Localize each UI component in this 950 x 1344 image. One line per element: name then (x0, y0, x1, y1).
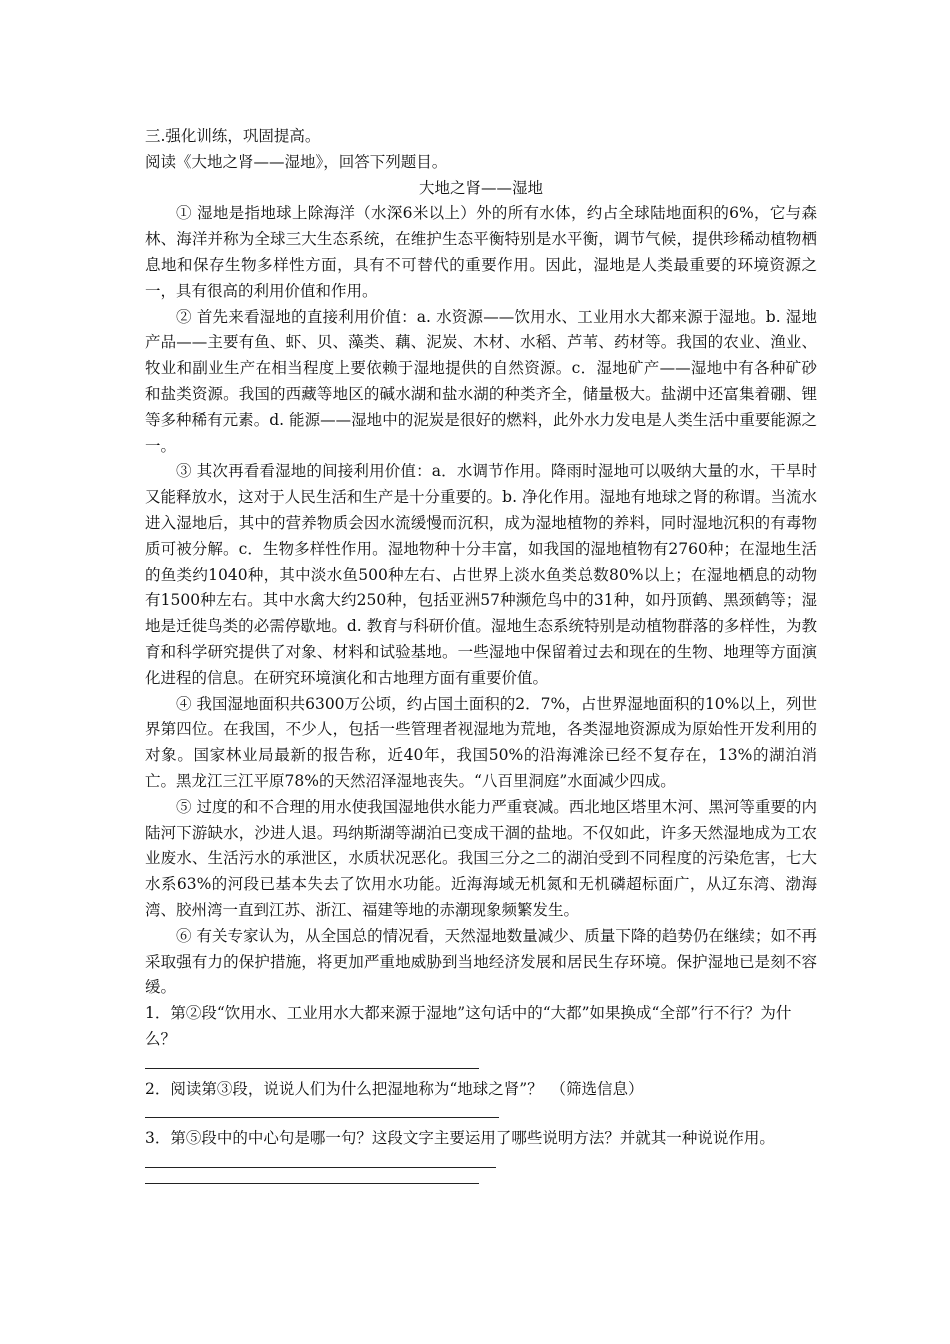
paragraph-3: ③ 其次再看看湿地的间接利用价值：a．水调节作用。降雨时湿地可以吸纳大量的水，干旱时又能释放水，这对于人民生活和生产是十分重要的。b. 净化作用。湿地有地球之肾的称谓。当流水进入湿地后，其中的营养物质会因水流缓慢而沉积，成为湿地植物的养料，同时湿地沉积的有毒物质可被分解。c．生物多样性作用。湿地物种十分丰富，如我国的湿地植物有2760种；在湿地生活的鱼类约1040种，其中淡水鱼500种左右、占世界上淡水鱼类总数80%以上；在湿地栖息的动物有1500种左右。其中水禽大约250种，包括亚洲57种濒危鸟中的31种，如丹顶鹤、黑颈鹤等；湿地是迁徙鸟类的必需停歇地。d. 教育与科研价值。湿地生态系统特别是动植物群落的多样性，为教育和科学研究提供了对象、材料和试验基地。一些湿地中保留着过去和现在的生物、地理等方面演化进程的信息。在研究环境演化和古地理方面有重要价值。 (145, 462, 817, 687)
question-2: 2．阅读第③段，说说人们为什么把湿地称为“地球之肾”？ （筛选信息） (145, 1079, 644, 1098)
answer-line-3[interactable] (145, 1166, 496, 1168)
paragraph-5: ⑤ 过度的和不合理的用水使我国湿地供水能力严重衰减。西北地区塔里木河、黑河等重要的内陆河下游缺水，沙进人退。玛纳斯湖等湖泊已变成干涸的盐地。不仅如此，许多天然湿地成为工农业废水、生活污水的承泄区，水质状况恶化。我国三分之二的湖泊受到不同程度的污染危害，七大水系63%的河段已基本失去了饮用水功能。近海海域无机氮和无机磷超标面广，从辽东湾、渤海湾、胶州湾一直到江苏、浙江、福建等地的赤潮现象频繁发生。 (145, 797, 817, 919)
question-3: 3．第⑤段中的中心句是哪一句？这段文字主要运用了哪些说明方法？并就其一种说说作用。 (145, 1129, 775, 1148)
document-body (145, 124, 817, 1192)
paragraph-2: ② 首先来看湿地的直接利用价值：a. 水资源——饮用水、工业用水大都来源于湿地。b. 湿地产品——主要有鱼、虾、贝、藻类、藕、泥炭、木材、水稻、芦苇、药材等。我国的农业、渔业、牧业和副业生产在相当程度上要依赖于湿地提供的自然资源。c．湿地矿产——湿地中有各种矿砂和盐类资源。我国的西藏等地区的碱水湖和盐水湖的种类齐全，储量极大。盐湖中还富集着硼、锂等多种稀有元素。d. 能源——湿地中的泥炭是很好的燃料，此外水力发电是人类生活中重要能源之一。 (145, 307, 817, 455)
answer-line-2[interactable] (145, 1116, 499, 1118)
answer-line-4[interactable] (145, 1182, 479, 1184)
article-title: 大地之肾——湿地 (418, 178, 543, 197)
paragraph-4: ④ 我国湿地面积共6300万公顷，约占国土面积的2．7%，占世界湿地面积的10%以上，列世界第四位。在我国，不少人，包括一些管理者视湿地为荒地，各类湿地资源成为原始性开发利用的对象。国家林业局最新的报告称，近40年，我国50%的沿海滩涂已经不复存在，13%的湖泊消亡。黑龙江三江平原78%的天然沼泽湿地丧失。“八百里洞庭”水面减少四成。 (145, 694, 817, 790)
paragraph-1: ① 湿地是指地球上除海洋（水深6米以上）外的所有水体，约占全球陆地面积的6%，它与森林、海洋并称为全球三大生态系统，在维护生态平衡特别是水平衡，调节气候，提供珍稀动植物栖息地和保存生物多样性方面，具有不可替代的重要作用。因此，湿地是人类最重要的环境资源之一，具有很高的利用价值和作用。 (145, 204, 817, 300)
section-heading: 三.强化训练，巩固提高。 (145, 127, 321, 145)
answer-line-1[interactable] (145, 1067, 479, 1069)
paragraph-6: ⑥ 有关专家认为，从全国总的情况看，天然湿地数量减少、质量下降的趋势仍在继续；如不再采取强有力的保护措施，将更加严重地威胁到当地经济发展和居民生存环境。保护湿地已是刻不容缓。 (145, 926, 817, 997)
question-1: 1．第②段“饮用水、工业用水大都来源于湿地”这句话中的“大都”如果换成“全部”行不行？为什么？ (145, 1004, 792, 1048)
reading-instruction: 阅读《大地之肾——湿地》，回答下列题目。 (145, 152, 448, 171)
